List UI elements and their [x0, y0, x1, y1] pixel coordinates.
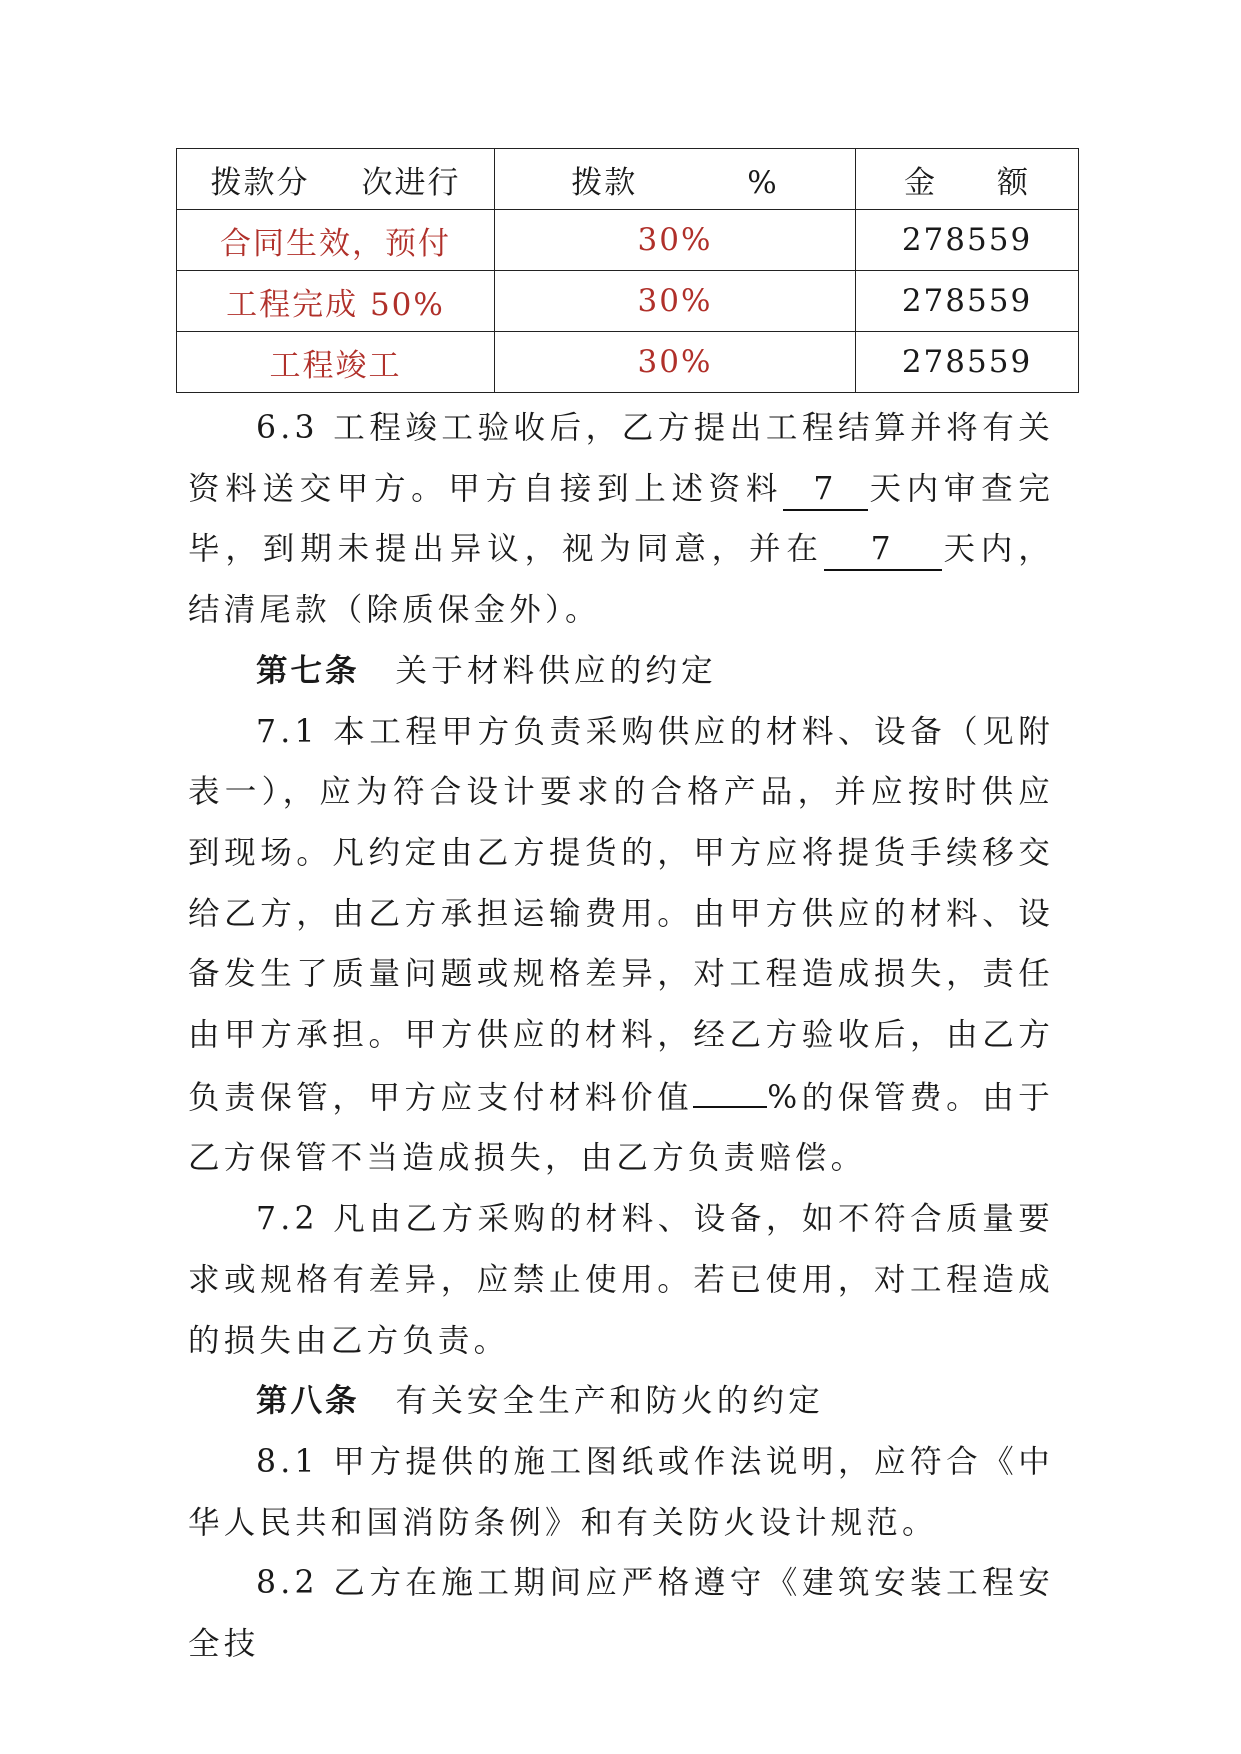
article-8-heading: [188, 1371, 1054, 1432]
paragraph-8-1: 8.1 甲方提供的施工图纸或作法说明，应符合《中华人民共和国消防条例》和有关防火设计规范。: [188, 1443, 1054, 1541]
amount-cell: 278559: [856, 332, 1079, 393]
paragraph-6-3-part1: 6.3 工程竣工验收后，乙方提出工程结算并将有关资料送交甲方。甲方自接到上述资料: [188, 410, 1054, 507]
header-amount: [856, 149, 1079, 210]
header-installments: [177, 149, 495, 210]
stage-cell: 合同生效，预付: [177, 210, 495, 271]
table-row: [177, 332, 1079, 393]
table-header-row: [177, 149, 1079, 210]
article-7-number: 第七条: [256, 652, 360, 689]
amount-cell: 278559: [856, 271, 1079, 332]
payment-schedule-table: [176, 148, 1079, 393]
paragraph-7-2: 7.2 凡由乙方采购的材料、设备，如不符合质量要求或规格有差异，应禁止使用。若已使用，对工程造成的损失由乙方负责。: [188, 1201, 1054, 1359]
paragraph-6-3-part3: 天内，结清尾款（除质保金外）。: [188, 531, 1054, 629]
paragraph-7-1: [188, 702, 1054, 1190]
article-7-title: 关于材料供应的约定: [395, 652, 717, 689]
table-row: [177, 210, 1079, 271]
stage-cell: 工程完成 50%: [177, 271, 495, 332]
table-row: [177, 271, 1079, 332]
header-percent-label: 拨款: [571, 164, 638, 201]
article-7-heading: [188, 641, 1054, 702]
header-amount-part1: 金: [904, 164, 937, 201]
contract-body-text: [188, 398, 1054, 1675]
percent-cell: 30%: [495, 332, 856, 393]
header-percent: [495, 149, 856, 210]
percent-cell: 30%: [495, 271, 856, 332]
header-amount-part2: 额: [997, 164, 1030, 201]
stage-cell: 工程竣工: [177, 332, 495, 393]
paragraph-7-1-part2: %的保管费。由于乙方保管不当造成损失，由乙方负责赔偿。: [188, 1079, 1054, 1177]
amount-cell: 278559: [856, 210, 1079, 271]
article-8-title: 有关安全生产和防火的约定: [395, 1383, 824, 1420]
paragraph-7-1-part1: 7.1 本工程甲方负责采购供应的材料、设备（见附表一），应为符合设计要求的合格产品，并应按时供应到现场。凡约定由乙方提货的，甲方应将提货手续移交给乙方，由乙方承担运输费用。由甲方供应的材料、设备发生了质量问题或规格差异，对工程造成损失，责任由甲方承担。甲方供应的材料，经乙方验收后，由乙方负责保管，甲方应支付材料价值: [188, 713, 1054, 1116]
percent-cell: 30%: [495, 210, 856, 271]
header-installments-part2: 次进行: [361, 164, 461, 201]
payment-days-blank: 7: [824, 529, 942, 571]
paragraph-6-3: [188, 398, 1054, 641]
paragraph-6-3-part2: 天内审查完毕，到期未提出异议，视为同意，并在: [188, 470, 1054, 568]
article-8-number: 第八条: [256, 1383, 360, 1420]
header-installments-part1: 拨款分: [210, 164, 310, 201]
storage-fee-blank: [693, 1066, 767, 1108]
paragraph-8-2: 8.2 乙方在施工期间应严格遵守《建筑安装工程安全技: [188, 1565, 1054, 1663]
review-days-blank: 7: [783, 469, 868, 511]
header-percent-sign: %: [747, 164, 779, 201]
